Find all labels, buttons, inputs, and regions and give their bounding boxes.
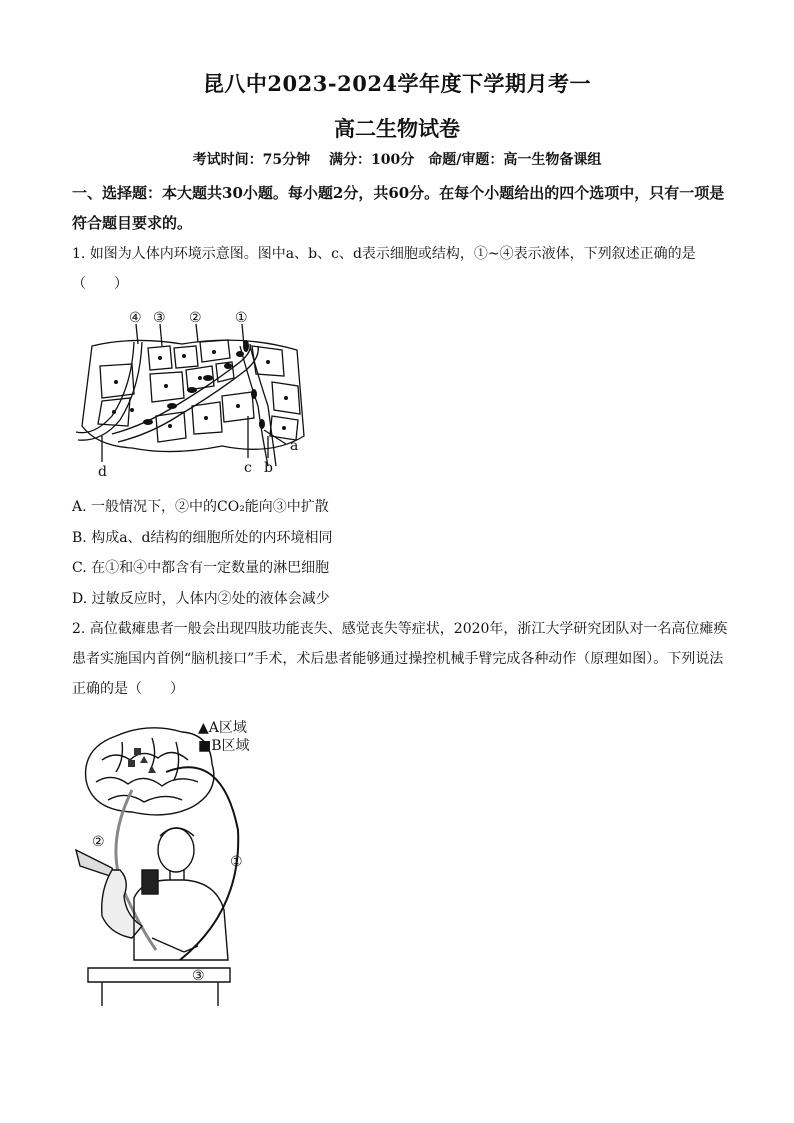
square-icon: ■: [198, 738, 212, 754]
label-c: c: [244, 460, 252, 476]
label-2-arrow: ②: [92, 834, 105, 850]
brain-computer-interface-figure: [72, 720, 272, 1010]
label-b: b: [264, 460, 273, 476]
q1-option-a: A. 一般情况下，②中的CO₂能向③中扩散: [72, 499, 329, 515]
question-2-stem: 2. 高位截瘫患者一般会出现四肢功能丧失、感觉丧失等症状，2020年，浙江大学研究团队对一名高位瘫痪患者实施国内首例“脑机接口”手术，术后患者能够通过操控机械手臂完成各种动作（原理如图）。下列说法正确的是（ ）: [72, 621, 728, 697]
section-heading: 一、选择题：本大题共30小题。每小题2分，共60分。在每个小题给出的四个选项中，只有一项是符合题目要求的。: [72, 184, 725, 232]
label-d: d: [98, 464, 107, 480]
school-title: 昆八中2023-2024学年度下学期月考一: [202, 71, 592, 96]
label-4: ④: [129, 310, 142, 326]
label-1: ①: [235, 310, 248, 326]
label-2: ②: [189, 310, 202, 326]
internal-environment-figure: [72, 306, 312, 482]
legend-a: ▲A区域: [198, 720, 247, 736]
subject-title: 高二生物试卷: [334, 116, 460, 141]
q1-option-d: D. 过敏反应时，人体内②处的液体会减少: [72, 591, 330, 607]
question-1-stem: 1. 如图为人体内环境示意图。图中a、b、c、d表示细胞或结构，①~④表示液体，下列叙述正确的是（ ）: [72, 246, 696, 292]
label-3: ③: [153, 310, 166, 326]
label-1-arrow: ①: [230, 854, 243, 870]
triangle-icon: ▲: [198, 720, 209, 736]
q1-option-c: C. 在①和④中都含有一定数量的淋巴细胞: [72, 560, 330, 576]
exam-info: 考试时间：75分钟 满分：100分 命题/审题：高一生物备课组: [192, 152, 602, 168]
label-a: a: [290, 438, 299, 454]
label-3-arrow: ③: [192, 968, 205, 984]
legend-b: ■B区域: [198, 738, 250, 754]
q1-option-b: B. 构成a、d结构的细胞所处的内环境相同: [72, 530, 333, 546]
